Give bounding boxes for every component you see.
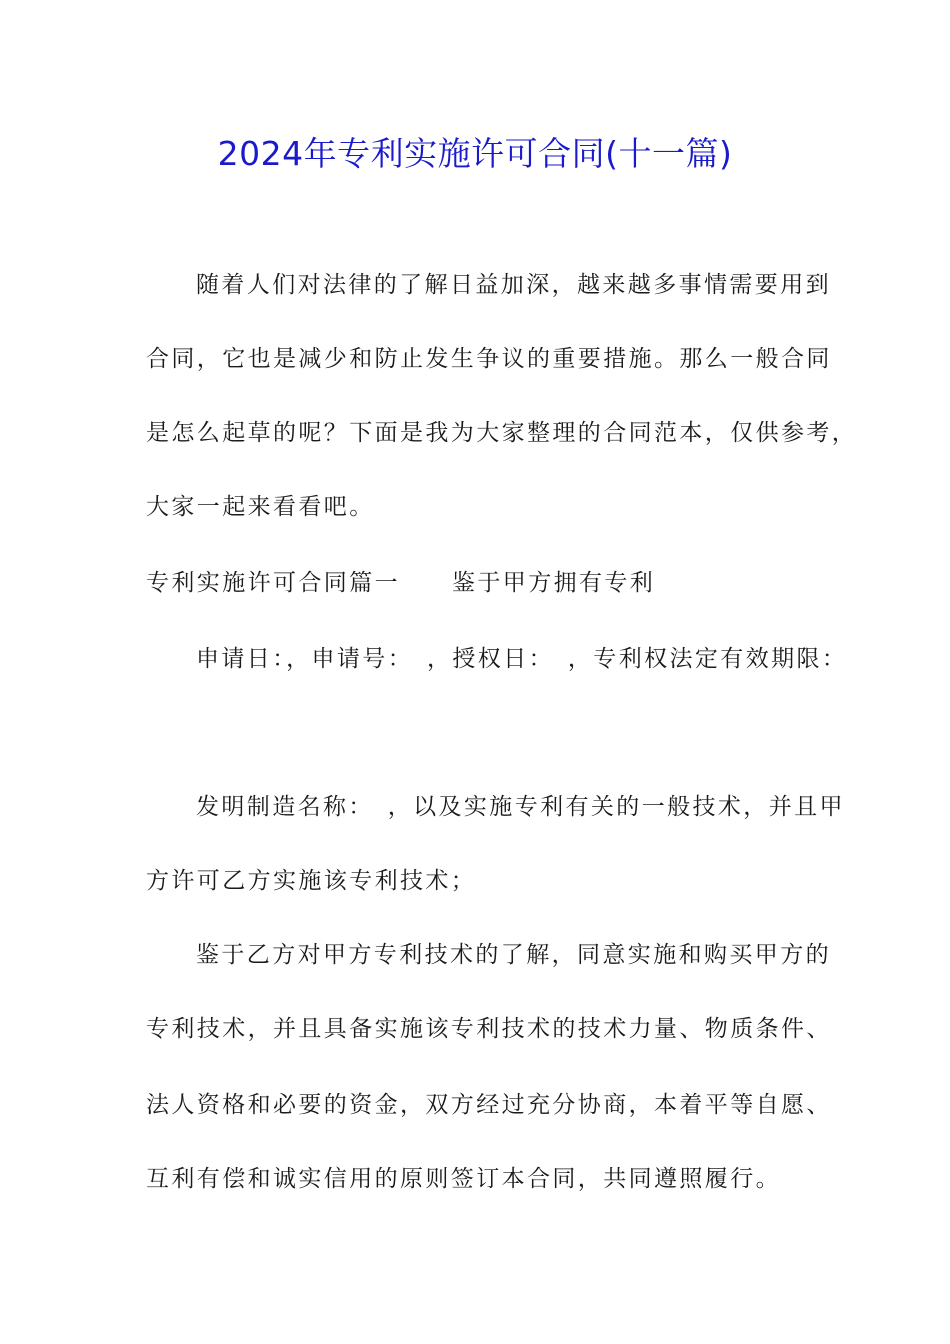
agreement-line: 专利技术，并且具备实施该专利技术的技术力量、物质条件、 xyxy=(146,1016,832,1042)
intro-line: 是怎么起草的呢？下面是我为大家整理的合同范本，仅供参考， xyxy=(146,420,858,446)
agreement-line: 鉴于乙方对甲方专利技术的了解，同意实施和购买甲方的 xyxy=(196,942,831,968)
invention-line: 发明制造名称： ，以及实施专利有关的一般技术，并且甲 xyxy=(196,794,845,820)
patent-info-line: 申请日：，申请号： ，授权日： ，专利权法定有效期限： xyxy=(196,646,848,672)
section-heading: 专利实施许可合同篇一 xyxy=(146,570,400,596)
section-heading-tail: 鉴于甲方拥有专利 xyxy=(452,570,656,596)
intro-line: 合同，它也是减少和防止发生争议的重要措施。那么一般合同 xyxy=(146,346,832,372)
section-heading-line xyxy=(146,568,826,598)
document-title: 2024年专利实施许可合同(十一篇) xyxy=(217,134,733,173)
agreement-line: 法人资格和必要的资金，双方经过充分协商，本着平等自愿、 xyxy=(146,1092,832,1118)
agreement-line: 互利有偿和诚实信用的原则签订本合同，共同遵照履行。 xyxy=(146,1166,781,1192)
intro-line: 随着人们对法律的了解日益加深，越来越多事情需要用到 xyxy=(196,272,831,298)
intro-line: 大家一起来看看吧。 xyxy=(146,494,375,520)
invention-line: 方许可乙方实施该专利技术； xyxy=(146,868,477,894)
